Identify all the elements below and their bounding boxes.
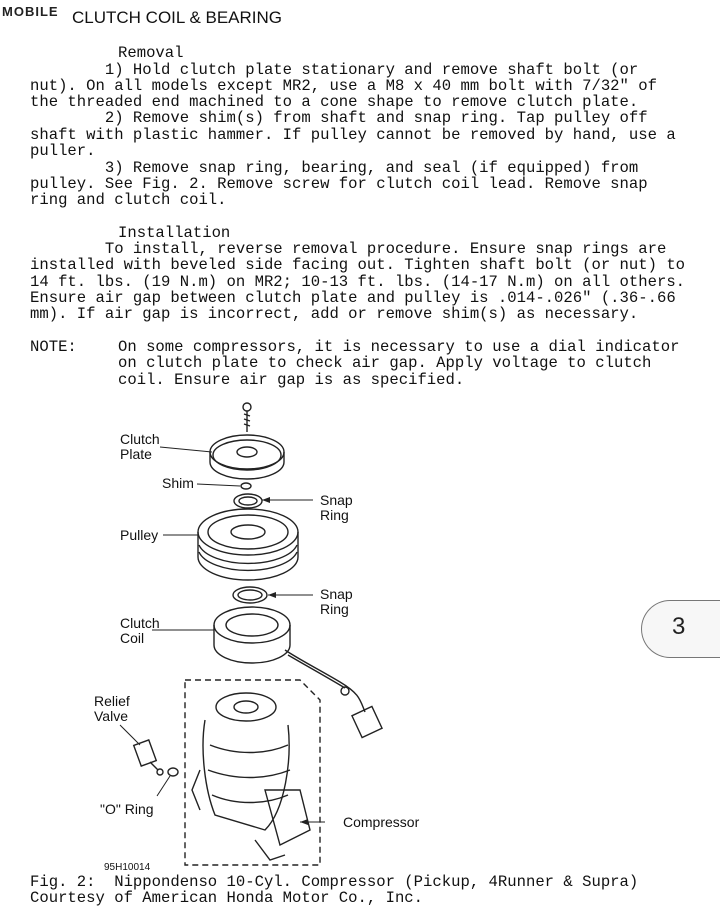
snap-ring-upper xyxy=(234,494,262,508)
label-snap-ring-upper-1: Snap xyxy=(320,492,353,508)
removal-line-3: the threaded end machined to a cone shape to remove clutch plate. xyxy=(30,93,639,111)
installation-line-2: installed with beveled side facing out. Tighten shaft bolt (or nut) to xyxy=(30,256,686,274)
label-clutch-coil-2: Coil xyxy=(120,630,145,646)
clutch-plate xyxy=(210,435,284,479)
installation-line-5: mm). If air gap is incorrect, add or remove shim(s) as necessary. xyxy=(30,305,639,323)
section-tab-number: 3 xyxy=(672,613,686,640)
removal-line-4: 2) Remove shim(s) from shaft and snap ring. Tap pulley off xyxy=(30,109,648,127)
watermark: MOBILE xyxy=(2,4,59,19)
o-ring xyxy=(168,768,178,776)
note-label: NOTE: xyxy=(30,338,77,356)
installation-line-1: To install, reverse removal procedure. Ensure snap rings are xyxy=(30,240,667,258)
pulley xyxy=(198,509,298,580)
installation-line-3: 14 ft. lbs. (19 N.m) on MR2; 10-13 ft. lbs. (14-17 N.m) on all others. xyxy=(30,273,686,291)
shaft-bolt xyxy=(243,403,251,432)
label-pulley: Pulley xyxy=(120,527,159,543)
removal-line-8: pulley. See Fig. 2. Remove screw for clutch coil lead. Remove snap xyxy=(30,175,648,193)
snap-ring-lower xyxy=(233,587,267,603)
label-clutch-plate-2: Plate xyxy=(120,446,152,462)
note-line-2: on clutch plate to check air gap. Apply voltage to clutch xyxy=(118,354,652,372)
installation-line-4: Ensure air gap between clutch plate and pulley is .014-.026" (.36-.66 xyxy=(30,289,676,307)
removal-heading: Removal xyxy=(118,44,184,62)
figure-caption-1: Fig. 2: Nippondenso 10-Cyl. Compressor (Pickup, 4Runner & Supra) xyxy=(30,873,639,891)
removal-line-5: shaft with plastic hammer. If pulley cannot be removed by hand, use a xyxy=(30,126,676,144)
shim xyxy=(241,483,251,489)
label-snap-ring-lower-2: Ring xyxy=(320,601,349,617)
label-o-ring: "O" Ring xyxy=(100,801,154,817)
clutch-coil xyxy=(214,607,290,663)
leader-lines xyxy=(120,447,325,822)
figure-code: 95H10014 xyxy=(104,862,151,873)
note-line-1: On some compressors, it is necessary to use a dial indicator xyxy=(118,338,680,356)
relief-valve xyxy=(134,740,163,775)
label-clutch-plate-1: Clutch xyxy=(120,431,160,447)
installation-heading: Installation xyxy=(118,224,231,242)
label-shim: Shim xyxy=(162,475,194,491)
page-title: CLUTCH COIL & BEARING xyxy=(72,8,283,27)
removal-line-7: 3) Remove snap ring, bearing, and seal (if equipped) from xyxy=(30,159,639,177)
label-compressor: Compressor xyxy=(343,814,420,830)
compressor-body xyxy=(192,693,310,860)
removal-line-1: 1) Hold clutch plate stationary and remove shaft bolt (or xyxy=(30,61,639,79)
coil-lead-wire xyxy=(285,650,382,738)
label-snap-ring-lower-1: Snap xyxy=(320,586,353,602)
label-relief-valve-2: Valve xyxy=(94,708,128,724)
figure-caption-2: Courtesy of American Honda Motor Co., Inc. xyxy=(30,889,424,907)
label-relief-valve-1: Relief xyxy=(94,693,130,709)
removal-line-2: nut). On all models except MR2, use a M8 x 40 mm bolt with 7/32" of xyxy=(30,77,657,95)
label-snap-ring-upper-2: Ring xyxy=(320,507,349,523)
removal-line-9: ring and clutch coil. xyxy=(30,191,227,209)
note-line-3: coil. Ensure air gap is as specified. xyxy=(118,371,465,389)
section-tab[interactable] xyxy=(641,600,720,658)
removal-line-6: puller. xyxy=(30,142,96,160)
label-clutch-coil-1: Clutch xyxy=(120,615,160,631)
